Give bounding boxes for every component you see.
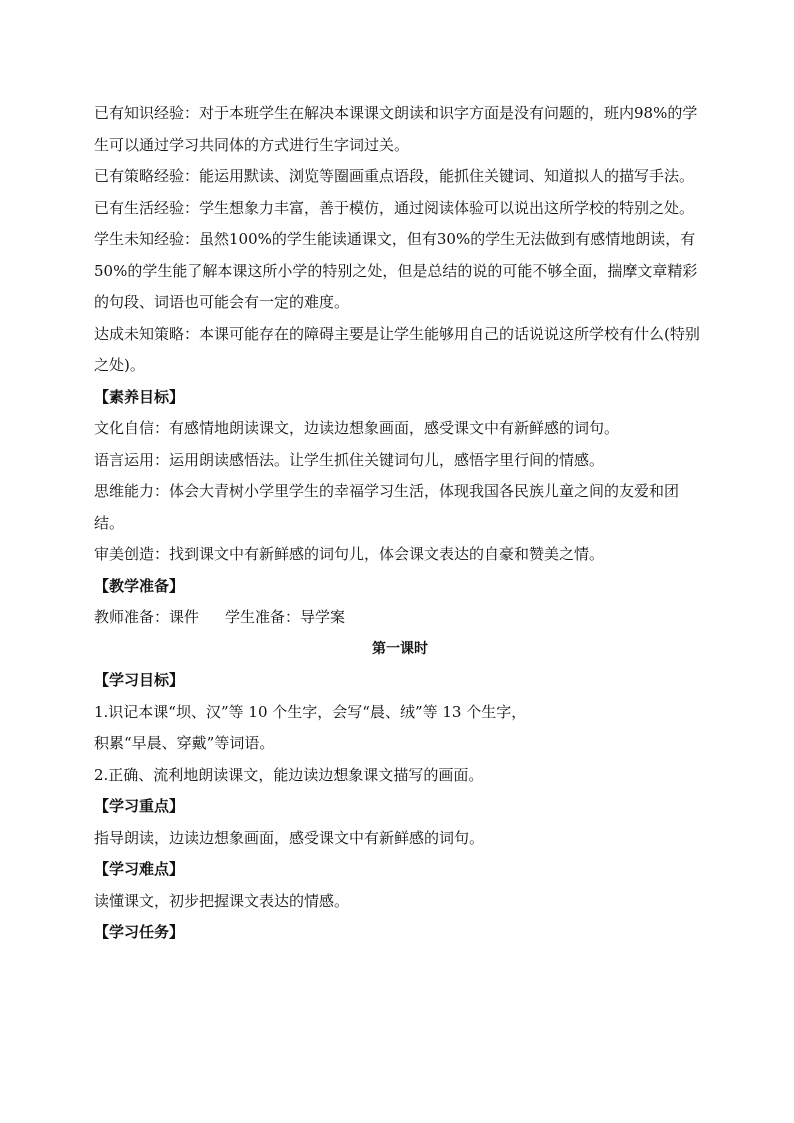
knowledge-experience: 已有知识经验：对于本班学生在解决本课课文朗读和识字方面是没有问题的，班内98%的学生可以通过学习共同体的方式进行生字词过关。 [94, 104, 698, 154]
objective-2: 2.正确、流利地朗读课文，能边读边想象课文描写的画面。 [94, 765, 484, 784]
objective-1-line-2: 积累“早晨、穿戴”等词语。 [94, 734, 275, 752]
life-experience: 已有生活经验：学生想象力丰富，善于模仿，通过阅读体验可以说出这所学校的特别之处。 [94, 198, 695, 217]
goal-aesthetic: 审美创造：找到课文中有新鲜感的词句儿，体会课文表达的自豪和赞美之情。 [94, 545, 605, 563]
teacher-prep: 教师准备：课件 [94, 608, 200, 626]
goal-thinking: 思维能力：体会大青树小学里学生的幸福学习生活，体现我国各民族儿童之间的友爱和团结。 [94, 482, 680, 532]
learning-tasks-heading: 【学习任务】 [94, 923, 185, 941]
goal-language: 语言运用：运用朗读感悟法。让学生抓住关键词句儿，感悟字里行间的情感。 [94, 450, 605, 469]
objective-1-line-1: 1.识记本课“坝、汉”等 10 个生字，会写“晨、绒”等 13 个生字， [94, 702, 527, 721]
teaching-prep-heading: 【教学准备】 [94, 576, 185, 595]
literacy-goals-heading: 【素养目标】 [94, 387, 185, 406]
learning-difficulty: 读懂课文，初步把握课文表达的情感。 [94, 891, 350, 910]
reach-strategy: 达成未知策略：本课可能存在的障碍主要是让学生能够用自己的话说说这所学校有什么(特别之处)。 [94, 324, 700, 374]
learning-focus: 指导朗读，边读边想象画面，感受课文中有新鲜感的词句。 [94, 828, 485, 847]
learning-objectives-heading: 【学习目标】 [94, 671, 185, 689]
strategy-experience: 已有策略经验：能运用默读、浏览等圈画重点语段，能抓住关键词、知道拟人的描写手法。 [94, 167, 695, 185]
lesson-title: 第一课时 [372, 640, 428, 657]
document-body [94, 98, 706, 949]
unknown-experience: 学生未知经验：虽然100%的学生能读通课文，但有30%的学生无法做到有感情地朗读，有50%的学生能了解本课这所小学的特别之处，但是总结的说的可能不够全面，揣摩文章精彩的句段、词语也可能会有一定的难度。 [94, 230, 698, 311]
student-prep: 学生准备：导学案 [225, 608, 346, 626]
prep-line [94, 602, 706, 634]
learning-difficulty-heading: 【学习难点】 [94, 860, 185, 878]
goal-culture: 文化自信：有感情地朗读课文，边读边想象画面，感受课文中有新鲜感的词句。 [94, 419, 620, 437]
learning-focus-heading: 【学习重点】 [94, 797, 185, 815]
